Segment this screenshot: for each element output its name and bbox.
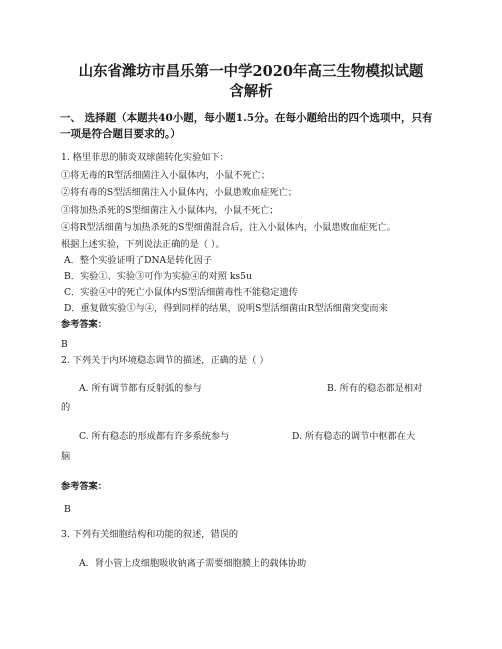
q2-option-b-wrap: 的 [61,402,71,413]
doc-title-line2: 含解析 [229,83,273,100]
q1-option-b: B．实验①、实验③可作为实验④的对照 ks5u [64,271,252,282]
q2-option-d: D. 所有稳态的调节中枢都在大 [292,431,416,442]
q1-statement-3: ③将加热杀死的S型细菌注入小鼠体内，小鼠不死亡； [61,205,279,216]
q1-statement-2: ②将有毒的S型活细菌注入小鼠体内，小鼠患败血症死亡； [61,187,297,198]
q1-statement-4: ④将R型活细菌与加热杀死的S型细菌混合后，注入小鼠体内，小鼠患败血症死亡。 [61,222,396,233]
q2-option-d-wrap: 脑 [61,451,71,462]
q1-option-a: A．整个实验证明了DNA是转化因子 [64,255,213,266]
q3-stem: 3. 下列有关细胞结构和功能的叙述，错误的 [61,529,239,540]
section-heading-line1: 一、 选择题（本题共40小题，每小题1.5分。在每小题给出的四个选项中，只有 [60,112,433,124]
q1-option-d: D．重复做实验①与④，得到同样的结果，说明S型活细菌由R型活细菌突变而来 [64,303,388,314]
q1-stem: 1. 格里菲思的肺炎双球菌转化实验如下： [61,152,229,163]
q2-option-a: A. 所有调节都有反射弧的参与 [79,383,202,394]
section-heading-line2: 一项是符合题目要求的。） [60,128,181,140]
q2-answer: B [64,504,71,515]
q1-answer: B [61,339,68,350]
q1-option-c: C．实验④中的死亡小鼠体内S型活细菌毒性不能稳定遗传 [64,287,298,298]
q1-statement-1: ①将无毒的R型活细菌注入小鼠体内，小鼠不死亡； [61,170,271,181]
q3-option-a: A．肾小管上皮细胞吸收钠离子需要细胞膜上的载体协助 [79,558,307,569]
q2-option-b: B. 所有的稳态都是相对 [327,383,423,394]
doc-title-line1: 山东省潍坊市昌乐第一中学2020年高三生物模拟试题 [78,63,424,80]
q1-ask: 根据上述实验，下列说法正确的是（ ）。 [61,239,225,250]
q2-answer-label: 参考答案： [61,481,107,492]
q2-option-c: C. 所有稳态的形成都有许多系统参与 [79,431,230,442]
q1-answer-label: 参考答案： [61,319,107,330]
q2-stem: 2. 下列关于内环境稳态调节的描述，正确的是（ ） [61,355,269,366]
